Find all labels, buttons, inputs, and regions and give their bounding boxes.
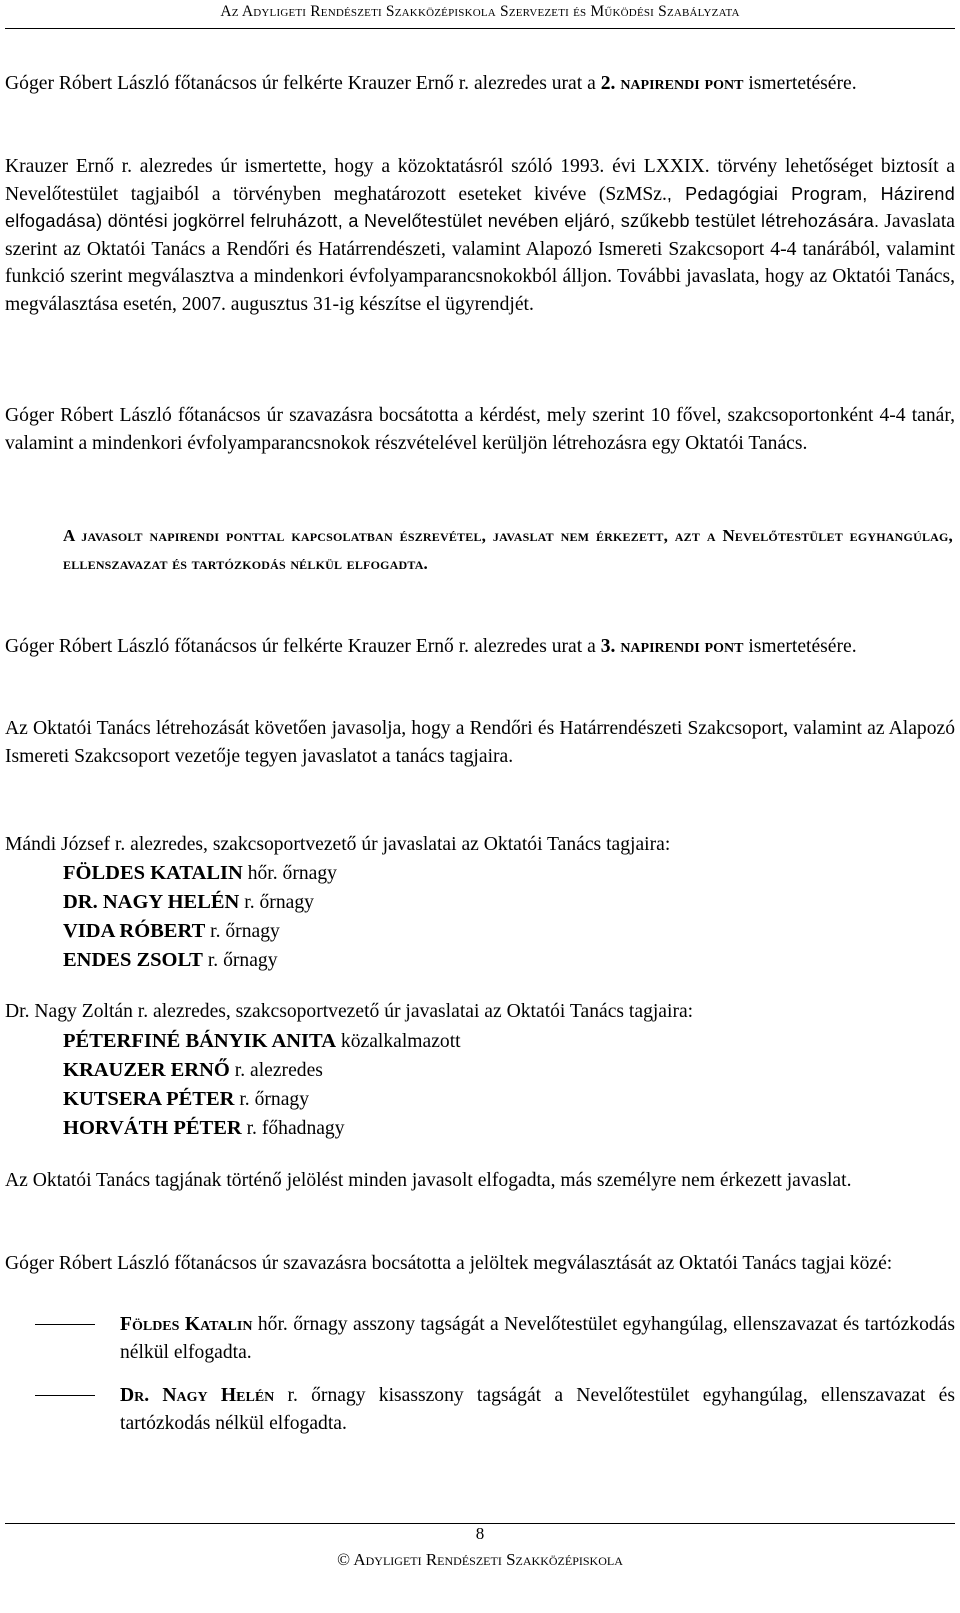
candidate-rank: közalkalmazott <box>336 1031 461 1052</box>
candidate-item <box>63 1085 461 1114</box>
member-name: Dr. Nagy Helén <box>120 1385 275 1406</box>
candidate-item <box>63 859 337 888</box>
candidate-name: KUTSERA PÉTER <box>63 1088 235 1110</box>
agenda-label: napirendi pont <box>620 636 744 657</box>
vote-result-item <box>5 1311 955 1367</box>
agenda-number: 2. <box>600 73 616 94</box>
header-rule <box>5 28 955 29</box>
agenda-label: napirendi pont <box>620 73 744 94</box>
candidate-rank: r. őrnagy <box>239 892 314 913</box>
candidate-rank: hőr. őrnagy <box>242 863 337 884</box>
candidate-name: FÖLDES KATALIN <box>63 862 243 884</box>
text: Javaslata szerint az Oktatói Tanács a Rendőri és Határrendészeti, valamint Alapozó Ismereti Szakcsoport 4-4 tanárából, valamint funkció szerint megválasztva a mindenkori évfolyamparancsnokokból álljon. További javaslata, hogy az Oktatói Tanács, megválasztása esetén, 2007. augusztus 31-ig készítse el ügyrendjét. <box>5 211 956 315</box>
text: Krauzer Ernő r. alezredes úr ismertette, hogy a közoktatásról szóló 1993. évi LXXIX. törvény lehetőséget biztosít a Nevelőtestület tagjaiból a törvényben meghatározott eseteket kivéve (SzMSz. <box>5 156 955 205</box>
member-name: Földes Katalin <box>120 1314 253 1335</box>
text: , Pedagógiai Program, Házirend elfogadása) döntési jogkörrel felruházott, a Nevelőtestület nevében eljáró, szűkebb testület létrehozására. <box>5 183 955 231</box>
candidate-rank: r. őrnagy <box>234 1089 310 1110</box>
candidate-item <box>63 1056 461 1085</box>
text: Góger Róbert László főtanácsos úr felkérte Krauzer Ernő r. alezredes urat a <box>5 636 601 657</box>
candidate-name: DR. NAGY HELÉN <box>63 891 240 913</box>
candidate-rank: r. őrnagy <box>202 950 278 971</box>
candidate-list-1 <box>63 859 337 975</box>
candidate-list-2 <box>63 1027 461 1143</box>
dash-bullet <box>35 1395 95 1396</box>
text: ismertetésére. <box>743 636 857 657</box>
candidate-name: KRAUZER ERNŐ <box>63 1059 230 1081</box>
vote-outcome: r. őrnagy kisasszony tagságát a Nevelőtestület egyhangúlag, ellenszavazat és tartózkodás nélkül elfogadta. <box>120 1385 955 1434</box>
candidate-rank: r. főhadnagy <box>241 1118 345 1139</box>
running-header: Az Adyligeti Rendészeti Szakközépiskola Szervezeti és Működési Szabályzata <box>220 3 740 20</box>
vote-outcome: hőr. őrnagy asszony tagságát a Nevelőtestület egyhangúlag, ellenszavazat és tartózkodás nélkül elfogadta. <box>120 1314 955 1363</box>
candidate-item <box>63 1114 461 1143</box>
agenda-number: 3. <box>600 636 616 657</box>
candidate-name: PÉTERFINÉ BÁNYIK ANITA <box>63 1030 336 1052</box>
paragraph-vote-proposal: Góger Róbert László főtanácsos úr szavazásra bocsátotta a kérdést, mely szerint 10 fővel, szakcsoportonként 4-4 tanár, valamint a mindenkori évfolyamparancsnokok részvételével kerüljön létrehozásra egy Oktatói Tanács. <box>5 405 955 454</box>
paragraph-agenda-2 <box>5 70 955 98</box>
paragraph-agenda-3 <box>5 633 955 661</box>
decision-statement: A javasolt napirendi ponttal kapcsolatban észrevétel, javaslat nem érkezett, azt a Nevelőtestület egyhangúlag, ellenszavazat és tartózkodás nélkül elfogadta. <box>63 526 953 573</box>
paragraph-election-vote: Góger Róbert László főtanácsos úr szavazásra bocsátotta a jelöltek megválasztását az Oktatói Tanács tagjai közé: <box>5 1253 893 1274</box>
candidate-name: VIDA RÓBERT <box>63 920 206 942</box>
paragraph-nomination-accepted: Az Oktatói Tanács tagjának történő jelölést minden javasolt elfogadta, más személyre nem érkezett javaslat. <box>5 1170 852 1191</box>
paragraph-mandi-proposals: Mándi József r. alezredes, szakcsoportvezető úr javaslatai az Oktatói Tanács tagjaira: <box>5 834 671 855</box>
paragraph-nagy-proposals: Dr. Nagy Zoltán r. alezredes, szakcsoportvezető úr javaslatai az Oktatói Tanács tagjaira: <box>5 1001 694 1022</box>
vote-result-text <box>120 1311 955 1367</box>
candidate-item <box>63 946 337 975</box>
vote-result-item <box>5 1382 955 1438</box>
paragraph-krauzer-presentation <box>5 153 955 318</box>
candidate-rank: r. alezredes <box>229 1060 323 1081</box>
vote-result-text <box>120 1382 955 1438</box>
text: Góger Róbert László főtanácsos úr felkérte Krauzer Ernő r. alezredes urat a <box>5 73 601 94</box>
candidate-rank: r. őrnagy <box>205 921 280 942</box>
footer-copyright: © Adyligeti Rendészeti Szakközépiskola <box>337 1550 623 1569</box>
candidate-name: HORVÁTH PÉTER <box>63 1117 242 1139</box>
candidate-name: ENDES ZSOLT <box>63 949 203 971</box>
candidate-item <box>63 1027 461 1056</box>
candidate-item <box>63 917 337 946</box>
dash-bullet <box>35 1324 95 1325</box>
candidate-item <box>63 888 337 917</box>
text: ismertetésére. <box>743 73 857 94</box>
paragraph-proposal-members: Az Oktatói Tanács létrehozását követően javasolja, hogy a Rendőri és Határrendészeti Szakcsoport, valamint az Alapozó Ismereti Szakcsoport vezetője tegyen javaslatot a tanács tagjaira. <box>5 718 955 767</box>
page-number: 8 <box>475 1524 485 1543</box>
